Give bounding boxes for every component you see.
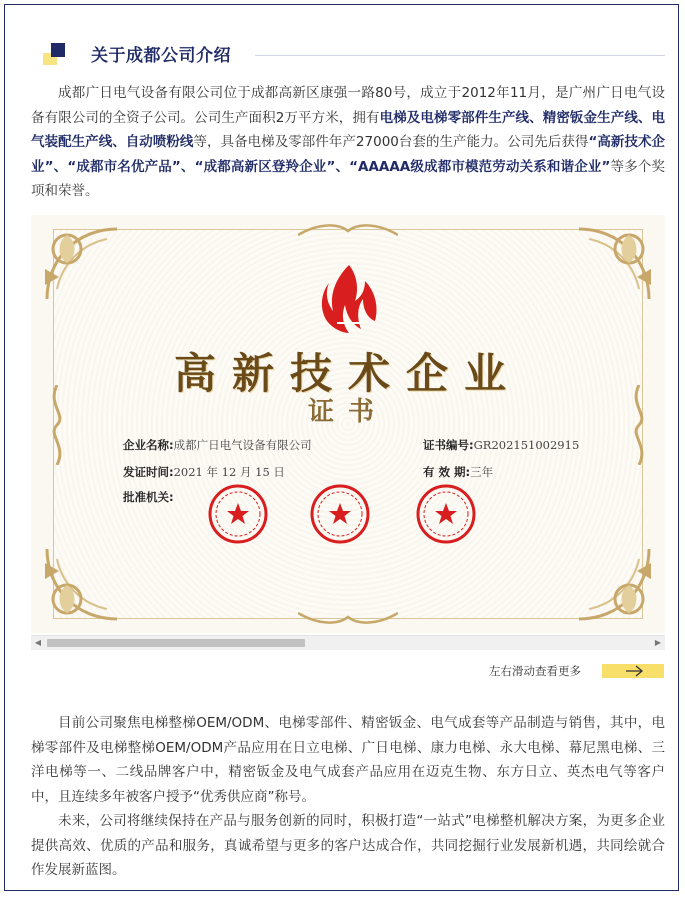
authority-label: 批准机关:	[123, 490, 174, 504]
scroll-hint-bar	[602, 664, 664, 678]
scroll-hint-text: 左右滑动查看更多	[489, 664, 581, 678]
scroll-left-icon[interactable]: ◀	[34, 638, 42, 647]
certificate-subtitle: 证书	[307, 397, 388, 427]
company-name-value: 成都广日电气设备有限公司	[173, 438, 312, 452]
certificate-image	[31, 215, 665, 633]
top-ornament-icon	[298, 221, 398, 241]
bottom-ornament-icon	[298, 607, 398, 627]
horizontal-scrollbar[interactable]	[31, 635, 665, 650]
cert-number-label: 证书编号:	[423, 438, 474, 452]
intro-highlight-awards: “高新技术企业”、“成都市名优产品”、“成都高新区登羚企业”、“AAAAA级成都市模范劳动关系和谐企业”	[31, 134, 666, 175]
company-name-field	[123, 437, 312, 453]
arrow-right-icon	[602, 664, 664, 678]
corner-ornament-icon	[569, 539, 659, 629]
section-header	[43, 39, 665, 69]
validity-value: 三年	[470, 465, 494, 479]
intro-text-3: 等多个奖项和荣誉。	[31, 158, 665, 199]
validity-field	[423, 464, 493, 480]
corner-ornament-icon	[37, 219, 127, 309]
validity-label: 有 效 期:	[423, 465, 471, 479]
content-frame	[4, 4, 679, 891]
intro-paragraph	[31, 81, 665, 204]
corner-ornament-icon	[569, 219, 659, 309]
issue-date-label: 发证时间:	[123, 465, 174, 479]
company-name-label: 企业名称:	[123, 438, 174, 452]
red-seal-icon	[207, 483, 269, 545]
header-divider	[255, 55, 665, 56]
future-paragraph: 未来，公司将继续保持在产品与服务创新的同时，积极打造“一站式”电梯整机解决方案，为更多企业提供高效、优质的产品和服务，真诚希望与更多的客户达成合作，共同挖掘行业发展新机遇，共同绘就合作发展新蓝图。	[31, 813, 665, 878]
authority-field	[123, 489, 174, 505]
intro-text-2: 等，具备电梯及零部件年产27000台套的生产能力。公司先后获得	[193, 134, 589, 150]
header-navy-square-icon	[51, 43, 65, 57]
corner-ornament-icon	[37, 539, 127, 629]
issue-date-field	[123, 464, 285, 480]
section-title: 关于成都公司介绍	[91, 46, 231, 66]
high-tech-logo-icon	[319, 263, 379, 335]
intro-text-1: 成都广日电气设备有限公司位于成都高新区康强一路80号，成立于2012年11月，是广州广日电气设备有限公司的全资子公司。公司生产面积2万平方米，拥有	[31, 85, 665, 126]
red-seal-icon	[415, 483, 477, 545]
scrollbar-thumb[interactable]	[47, 639, 305, 647]
issue-date-value: 2021 年 12 月 15 日	[173, 465, 285, 479]
cert-number-value: GR202151002915	[473, 438, 580, 452]
cert-number-field	[423, 437, 579, 453]
certificate-title: 高新技术企业	[173, 349, 522, 398]
scroll-right-icon[interactable]: ▶	[654, 638, 662, 647]
intro-highlight-lines: 电梯及电梯零部件生产线、精密钣金生产线、电气装配生产线、自动喷粉线	[31, 109, 666, 150]
business-paragraph: 目前公司聚焦电梯整梯OEM/ODM、电梯零部件、精密钣金、电气成套等产品制造与销售，其中，电梯零部件及电梯整梯OEM/ODM产品应用在日立电梯、广日电梯、康力电梯、永大电梯、幕尼黑电梯、三洋电梯等一、二线品牌客户中，精密钣金及电气成套产品应用在迈克生物、东方日立、英杰电气等客户中，且连续多年被客户授予“优秀供应商”称号。	[31, 715, 665, 805]
red-seal-icon	[309, 483, 371, 545]
